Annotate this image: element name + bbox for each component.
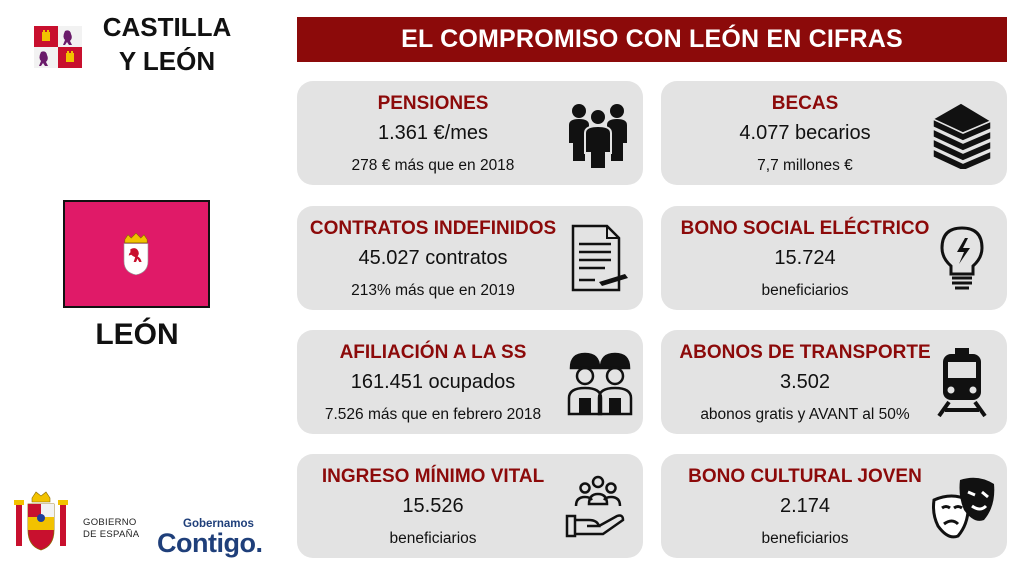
main-banner: EL COMPROMISO CON LEÓN EN CIFRAS [297, 17, 1007, 62]
card-afiliacion [297, 330, 643, 434]
contract-document-icon [565, 222, 631, 294]
card-value: 4.077 becarios [739, 122, 871, 144]
card-title: AFILIACIÓN A LA SS [339, 342, 527, 363]
gobernamos-text: Gobernamos [183, 518, 254, 530]
leon-province-flag [63, 200, 210, 308]
card-title: BONO SOCIAL ELÉCTRICO [680, 218, 930, 239]
castilla-leon-flag-icon [34, 26, 82, 68]
card-bono-social [661, 206, 1007, 310]
card-subtitle: 7.526 más que en febrero 2018 [324, 406, 542, 423]
card-title: CONTRATOS INDEFINIDOS [309, 218, 557, 239]
card-value: 45.027 contratos [358, 247, 508, 269]
card-subtitle: beneficiarios [389, 530, 477, 547]
province-name: LEÓN [95, 318, 179, 351]
gobierno-espana-shield-icon [12, 490, 70, 556]
card-bono-cultural [661, 454, 1007, 558]
card-value: 15.724 [774, 247, 836, 269]
books-stack-icon [929, 97, 995, 169]
card-subtitle: abonos gratis y AVANT al 50% [700, 406, 910, 423]
region-title [92, 10, 242, 78]
card-ingreso-minimo [297, 454, 643, 558]
card-subtitle: beneficiarios [761, 282, 849, 299]
gobierno-espana-text [83, 517, 139, 541]
card-pensiones [297, 81, 643, 185]
card-subtitle: 213% más que en 2019 [351, 282, 515, 299]
leon-coat-of-arms-icon [120, 228, 152, 280]
card-title: BECAS [771, 93, 839, 114]
train-icon [929, 346, 995, 418]
light-bulb-icon [929, 222, 995, 294]
card-title: PENSIONES [377, 93, 489, 114]
card-title: ABONOS DE TRANSPORTE [679, 342, 931, 363]
card-contratos [297, 206, 643, 310]
gobierno-line2: DE ESPAÑA [83, 529, 140, 540]
card-value: 2.174 [779, 495, 831, 517]
gobierno-line1: GOBIERNO [83, 517, 137, 528]
card-subtitle: beneficiarios [761, 530, 849, 547]
hand-people-icon [565, 470, 631, 542]
card-value: 3.502 [779, 371, 831, 393]
card-subtitle: 7,7 millones € [757, 157, 853, 174]
card-abonos-transporte [661, 330, 1007, 434]
region-title-line1: CASTILLA [102, 12, 232, 42]
card-title: BONO CULTURAL JOVEN [688, 466, 922, 487]
contigo-logo-text: Contigo. [157, 528, 263, 558]
card-title: INGRESO MÍNIMO VITAL [321, 466, 545, 487]
card-value: 15.526 [402, 495, 464, 517]
theater-masks-icon [927, 472, 1003, 544]
people-group-icon [565, 97, 631, 169]
card-becas [661, 81, 1007, 185]
card-value: 161.451 ocupados [350, 371, 516, 393]
region-title-line2: Y LEÓN [118, 46, 216, 76]
card-subtitle: 278 € más que en 2018 [351, 157, 515, 174]
workers-icon [563, 346, 637, 418]
card-value: 1.361 €/mes [377, 122, 489, 144]
